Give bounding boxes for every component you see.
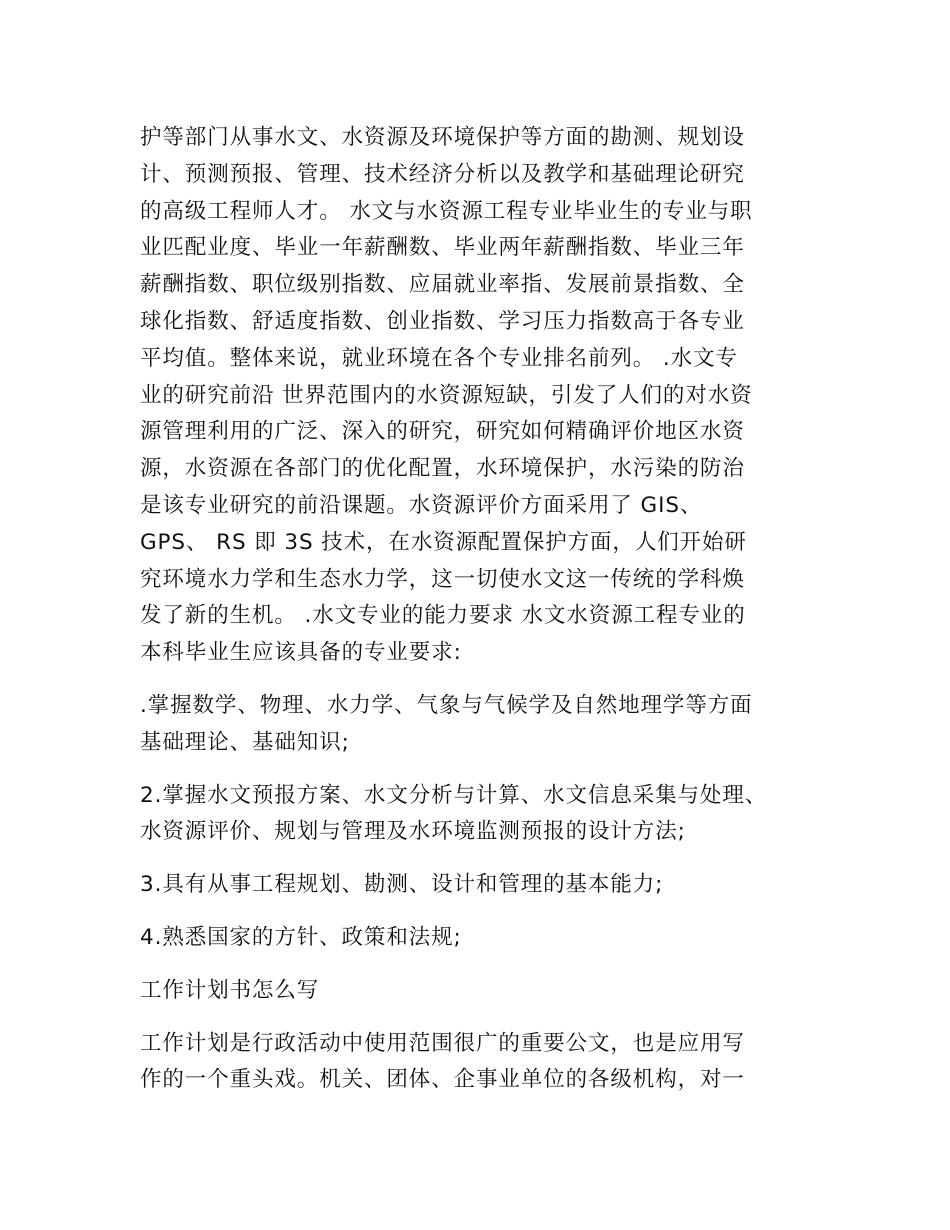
text-line: 护等部门从事水文、水资源及环境保护等方面的勘测、规划设 bbox=[140, 125, 745, 150]
requirement-item-4 bbox=[140, 920, 820, 957]
text-line: 作的一个重头戏。机关、团体、企事业单位的各级机构，对一 bbox=[140, 1067, 745, 1093]
text-line: 发了新的生机。 .水文专业的能力要求 水文水资源工程专业的 bbox=[140, 603, 746, 629]
text-line: 究环境水力学和生态水力学，这一切使水文这一传统的学科焕 bbox=[140, 566, 745, 592]
text-line: 源管理利用的广泛、深入的研究，研究如何精确评价地区水资 bbox=[140, 419, 745, 445]
text-line: 薪酬指数、职位级别指数、应届就业率指、发展前景指数、全 bbox=[140, 272, 745, 298]
text-line: 业的研究前沿 世界范围内的水资源短缺，引发了人们的对水资 bbox=[140, 382, 753, 408]
requirement-item-3 bbox=[140, 867, 820, 904]
paragraph-work-plan bbox=[140, 1026, 820, 1100]
requirement-item-2 bbox=[140, 778, 820, 852]
text-line: 基础理论、基础知识; bbox=[140, 729, 350, 755]
paragraph-intro bbox=[140, 120, 820, 672]
text-line: 源，水资源在各部门的优化配置，水环境保护，水污染的防治 bbox=[140, 456, 745, 482]
section-heading bbox=[140, 973, 820, 1010]
text-line: 3.具有从事工程规划、勘测、设计和管理的基本能力; bbox=[140, 872, 664, 898]
text-line: 计、预测预报、管理、技术经济分析以及教学和基础理论研究 bbox=[140, 161, 745, 187]
text-line: 本科毕业生应该具备的专业要求: bbox=[140, 640, 462, 666]
text-line: 2.掌握水文预报方案、水文分析与计算、水文信息采集与处理、 bbox=[140, 782, 768, 808]
text-line: 工作计划书怎么写 bbox=[140, 977, 320, 1003]
text-line: 球化指数、舒适度指数、创业指数、学习压力指数高于各专业 bbox=[140, 308, 745, 334]
text-line: 工作计划是行政活动中使用范围很广的重要公文，也是应用写 bbox=[140, 1030, 745, 1056]
text-line: 的高级工程师人才。 水文与水资源工程专业毕业生的专业与职 bbox=[140, 198, 753, 224]
text-line: 4.熟悉国家的方针、政策和法规; bbox=[140, 924, 462, 950]
requirement-item-1 bbox=[140, 688, 820, 762]
text-line: 水资源评价、规划与管理及水环境监测预报的设计方法; bbox=[140, 819, 686, 845]
text-line: 是该专业研究的前沿课题。水资源评价方面采用了 GIS、 bbox=[140, 492, 703, 518]
document-body bbox=[140, 120, 820, 1099]
text-line: 业匹配业度、毕业一年薪酬数、毕业两年薪酬指数、毕业三年 bbox=[140, 235, 745, 261]
text-line: .掌握数学、物理、水力学、气象与气候学及自然地理学等方面 bbox=[140, 692, 753, 718]
text-line: GPS、 RS 即 3S 技术，在水资源配置保护方面，人们开始研 bbox=[140, 529, 747, 555]
text-line: 平均值。整体来说，就业环境在各个专业排名前列。 .水文专 bbox=[140, 345, 738, 371]
